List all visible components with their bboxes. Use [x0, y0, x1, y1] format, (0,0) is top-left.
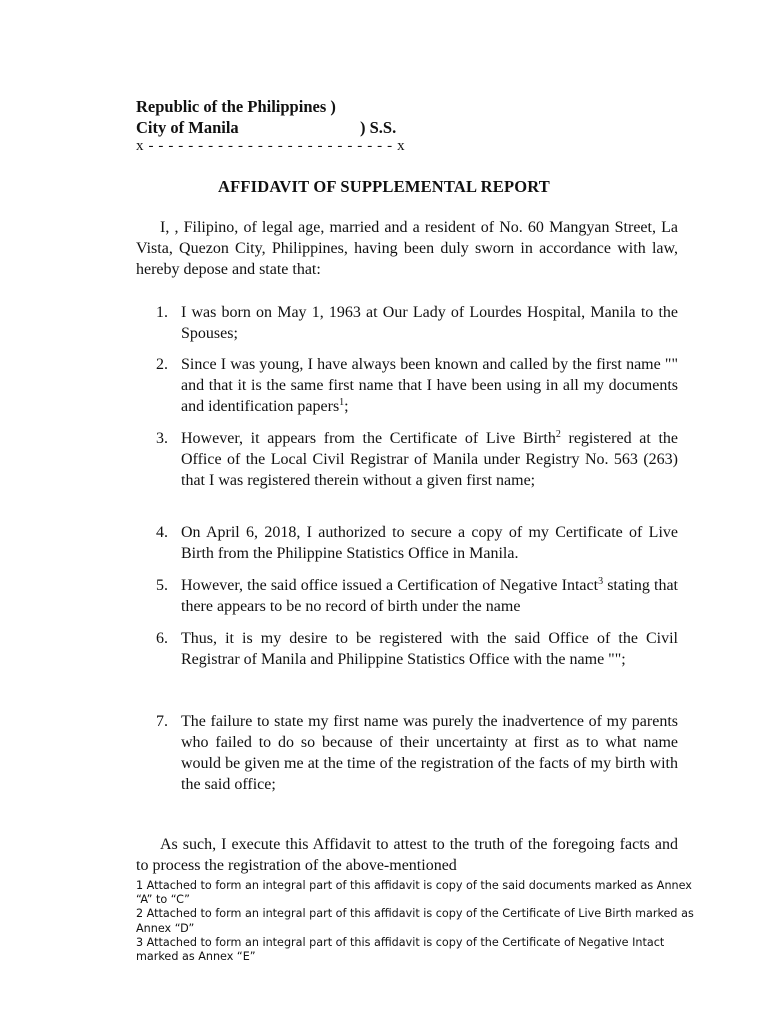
list-item: [156, 428, 678, 491]
list-item-number: 5.: [156, 577, 168, 594]
list-item-text: The failure to state my first name was purely the inadvertence of my parents who failed to do so because of their uncertainty at first as to what name would be given me at the time of the registration of the facts of my birth with the said office;: [181, 713, 678, 793]
list-item-text: Since I was young, I have always been known and called by the first name "" and that it is the same first name that I have been using in all my documents and identification papers$^1$;: [181, 356, 678, 415]
list-item-text: However, it appears from the Certificate of Live Birth$^2$ registered at the Office of the Local Civil Registrar of Manila under Registry No. 563 (263) that I was registered therein without a given first name;: [181, 429, 679, 489]
footnote-ref: 3: [598, 576, 604, 587]
list-item-number: 1.: [156, 304, 168, 321]
document-title: AFFIDAVIT OF SUPPLEMENTAL REPORT: [217, 177, 551, 196]
list-item: [156, 302, 678, 344]
venue-city: City of Manila: [136, 118, 239, 137]
venue-ss: ) S.S.: [360, 118, 397, 137]
venue-separator: x - - - - - - - - - - - - - - - - - - - - - - - - - x: [136, 138, 406, 154]
footnotes: [136, 879, 696, 964]
venue-country: Republic of the Philippines ): [136, 97, 336, 116]
footnote: 2 Attached to form an integral part of this affidavit is copy of the Certificate of Live Birth marked as Annex “D”: [136, 907, 694, 935]
list-item-number: 2.: [156, 356, 168, 373]
footnote-ref: 1: [339, 397, 345, 408]
closing-paragraph: As such, I execute this Affidavit to attest to the truth of the foregoing facts and to process the registration of the above-mentioned: [136, 836, 678, 874]
list-item-number: 3.: [156, 430, 168, 447]
list-item-number: 7.: [156, 713, 168, 730]
list-item-text: Thus, it is my desire to be registered with the said Office of the Civil Registrar of Manila and Philippine Statistics Office with the name "";: [181, 630, 678, 668]
list-item: [156, 628, 678, 670]
footnote-ref: 2: [555, 429, 561, 440]
footnote: 3 Attached to form an integral part of this affidavit is copy of the Certificate of Negative Intact marked as Annex “E”: [136, 935, 665, 964]
list-item-number: 6.: [156, 630, 168, 647]
list-item-number: 4.: [156, 524, 168, 541]
list-item: [156, 711, 678, 795]
list-item: [156, 354, 678, 417]
list-item-text: On April 6, 2018, I authorized to secure a copy of my Certificate of Live Birth from the Philippine Statistics Office in Manila.: [181, 524, 678, 562]
list-item-text: However, the said office issued a Certification of Negative Intact$^3$ stating that there appears to be no record of birth under the name: [181, 576, 678, 615]
list-item: [156, 522, 678, 564]
venue-block: [136, 96, 397, 138]
list-item: [156, 575, 678, 617]
intro-paragraph: I, , Filipino, of legal age, married and a resident of No. 60 Mangyan Street, La Vista, Quezon City, Philippines, having been duly sworn in accordance with law, hereby depose and state that:: [136, 219, 678, 278]
list-item-text: I was born on May 1, 1963 at Our Lady of Lourdes Hospital, Manila to the Spouses;: [181, 304, 678, 342]
footnote: 1 Attached to form an integral part of this affidavit is copy of the said documents marked as Annex “A” to “C”: [136, 879, 692, 907]
